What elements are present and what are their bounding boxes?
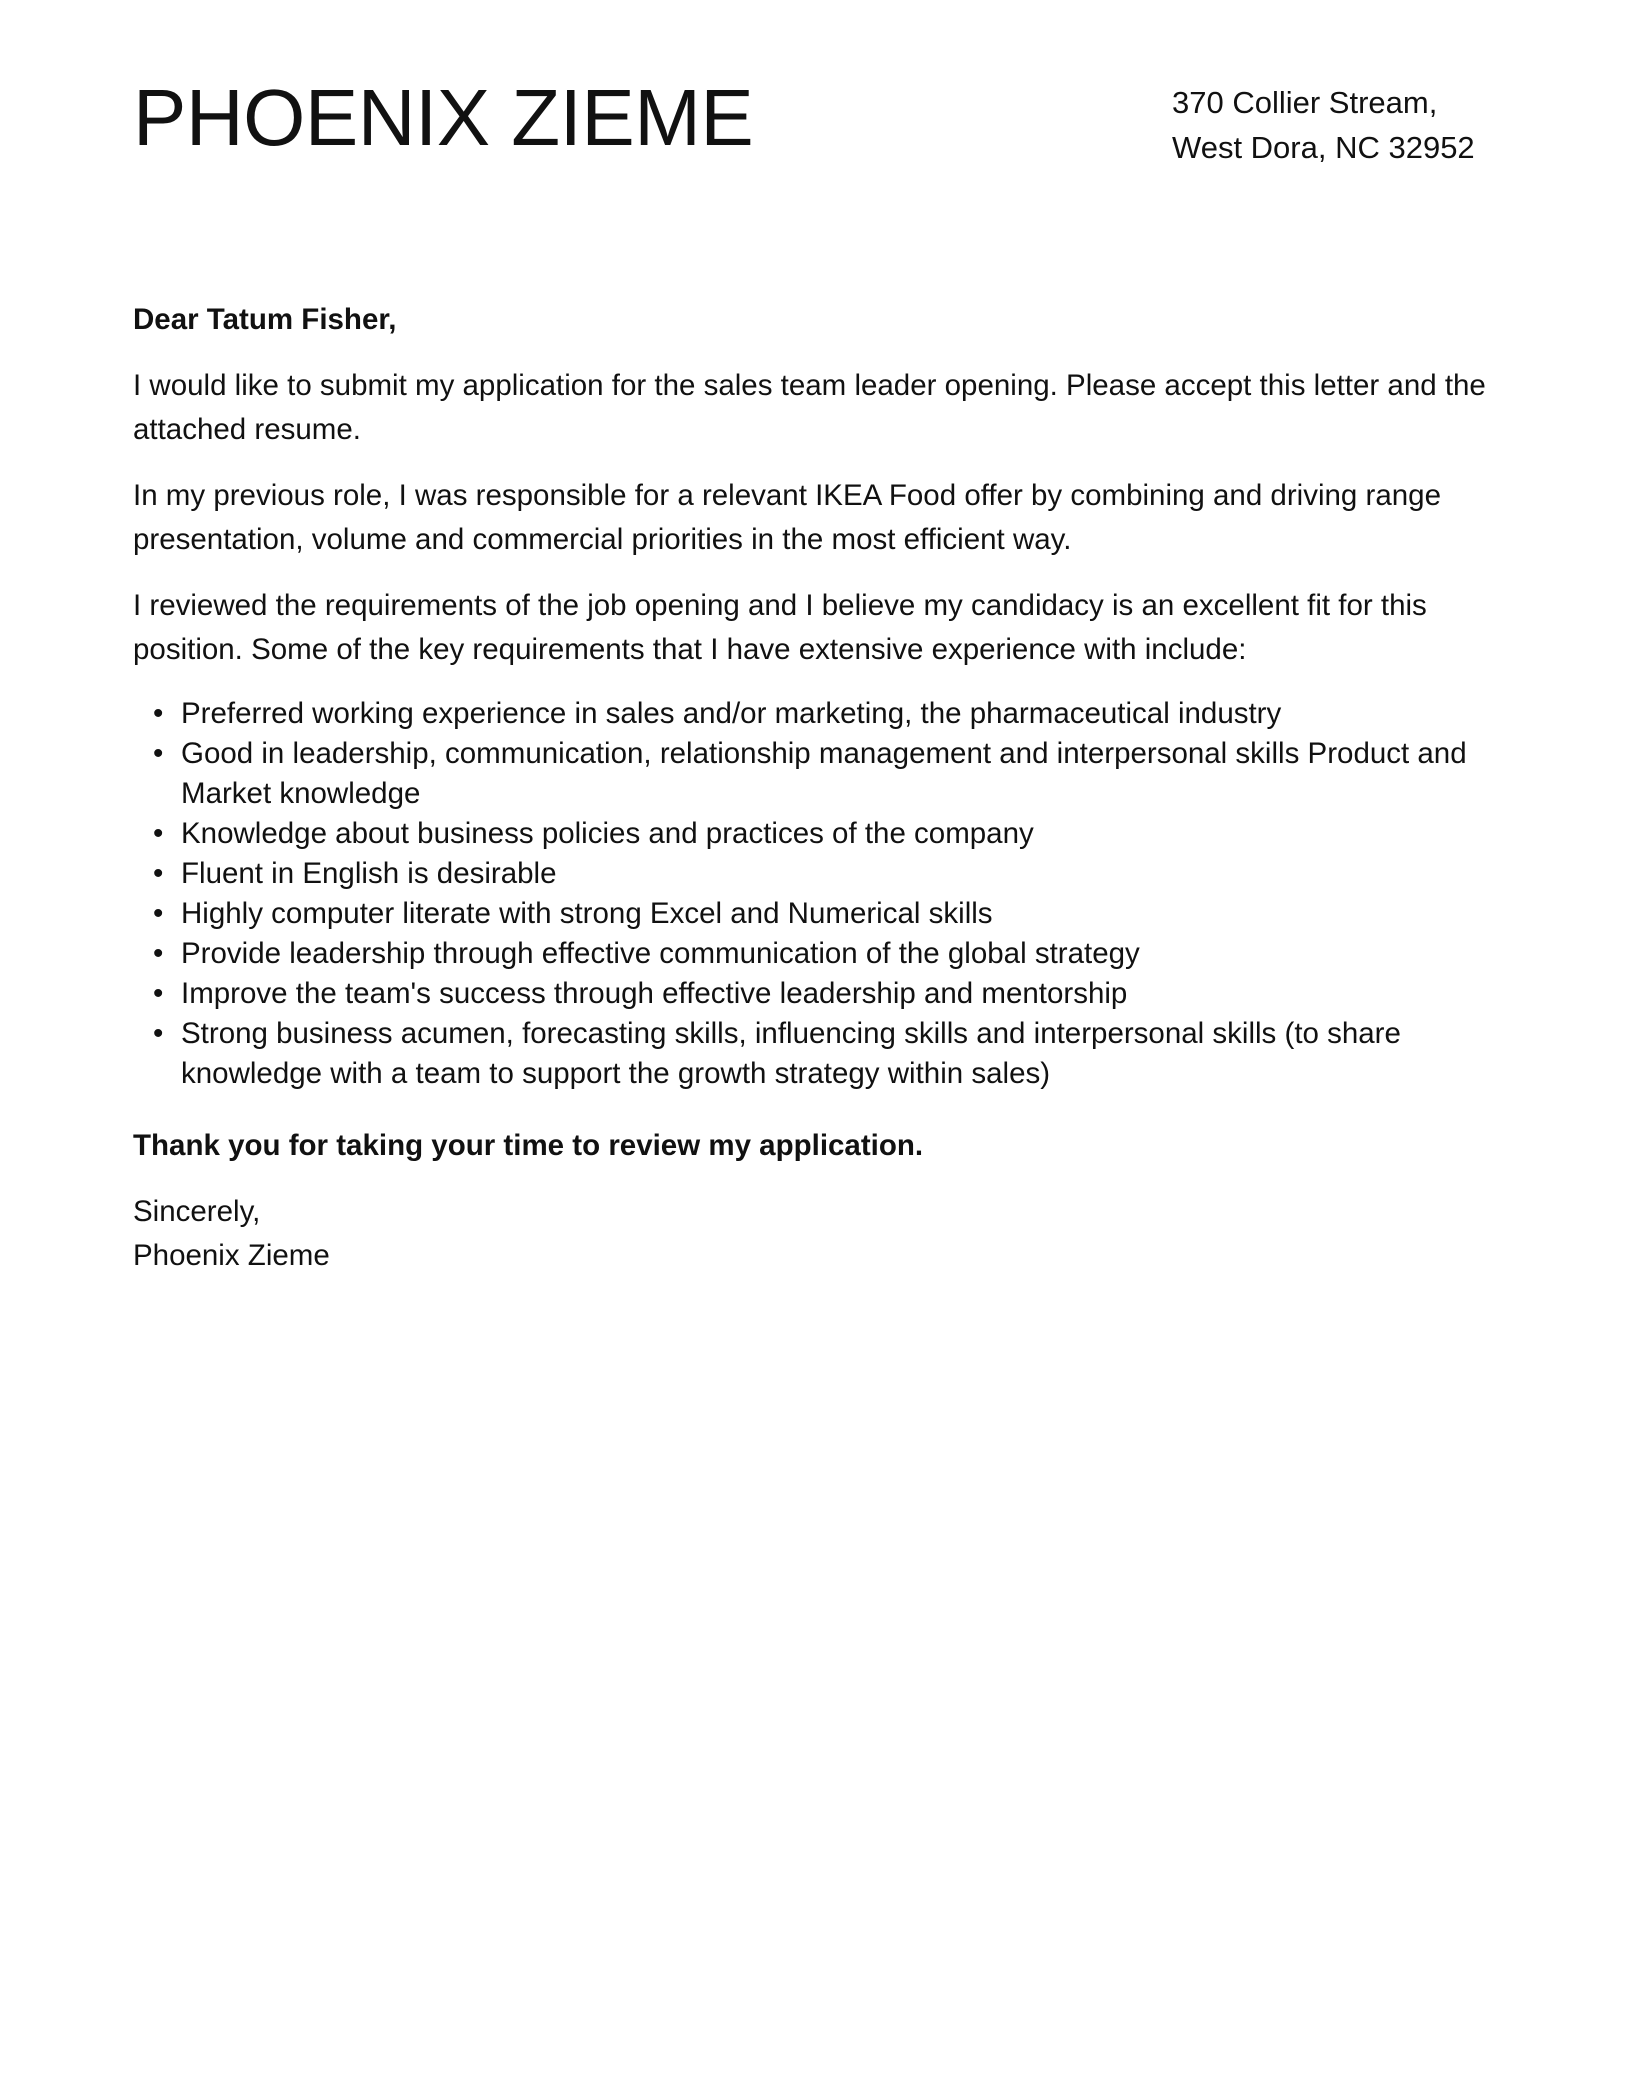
bullet-icon: • <box>153 977 164 1010</box>
bullet-icon: • <box>153 697 164 730</box>
list-item <box>133 1014 1493 1094</box>
requirement-text: Strong business acumen, forecasting skills, influencing skills and interpersonal skills (to share knowledge with a team to support the growth strategy within sales) <box>181 1017 1401 1090</box>
closing-block <box>133 1190 1493 1278</box>
requirement-text: Fluent in English is desirable <box>181 857 557 890</box>
bullet-icon: • <box>153 817 164 850</box>
list-item <box>133 934 1493 974</box>
requirement-text: Good in leadership, communication, relationship management and interpersonal skills Product and Market knowledge <box>181 737 1467 810</box>
list-item <box>133 854 1493 894</box>
address-line-2: West Dora, NC 32952 <box>1172 130 1475 165</box>
paragraph-requirements-intro: I reviewed the requirements of the job opening and I believe my candidacy is an excellent fit for this position. Some of the key requirements that I have extensive experience with include: <box>133 589 1427 666</box>
bullet-icon: • <box>153 897 164 930</box>
address-line-1: 370 Collier Stream, <box>1172 85 1438 120</box>
requirements-list <box>133 694 1493 1094</box>
requirement-text: Improve the team's success through effective leadership and mentorship <box>181 977 1128 1010</box>
requirement-text: Provide leadership through effective communication of the global strategy <box>181 937 1140 970</box>
list-item <box>133 734 1493 814</box>
bullet-icon: • <box>153 1017 164 1050</box>
letter-body <box>133 298 1493 1278</box>
bullet-icon: • <box>153 937 164 970</box>
salutation: Dear Tatum Fisher, <box>133 303 397 336</box>
list-item <box>133 694 1493 734</box>
requirement-text: Preferred working experience in sales and/or marketing, the pharmaceutical industry <box>181 697 1282 730</box>
list-item <box>133 894 1493 934</box>
closing-salutation: Sincerely, <box>133 1195 261 1228</box>
requirement-text: Knowledge about business policies and practices of the company <box>181 817 1034 850</box>
thank-you-line: Thank you for taking your time to review my application. <box>133 1129 924 1162</box>
bullet-icon: • <box>153 857 164 890</box>
paragraph-intro: I would like to submit my application for the sales team leader opening. Please accept this letter and the attached resume. <box>133 369 1486 446</box>
bullet-icon: • <box>153 737 164 770</box>
applicant-address <box>1172 80 1475 170</box>
signature-name: Phoenix Zieme <box>133 1239 330 1272</box>
list-item <box>133 974 1493 1014</box>
paragraph-previous-role: In my previous role, I was responsible for a relevant IKEA Food offer by combining and driving range presentation, volume and commercial priorities in the most efficient way. <box>133 479 1441 556</box>
requirement-text: Highly computer literate with strong Excel and Numerical skills <box>181 897 993 930</box>
list-item <box>133 814 1493 854</box>
applicant-name: PHOENIX ZIEME <box>133 73 754 162</box>
